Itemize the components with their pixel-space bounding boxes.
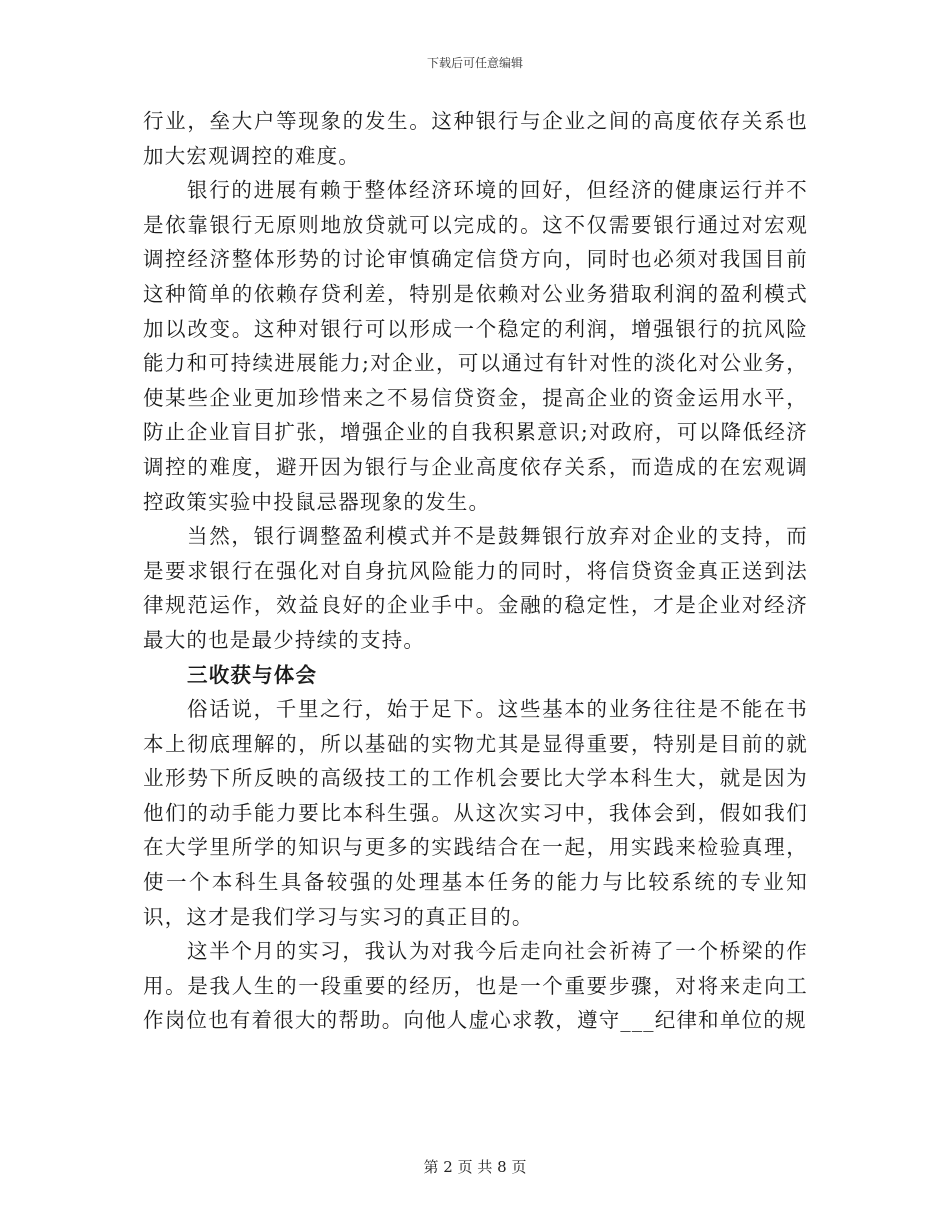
paragraph-1: 行业，垒大户等现象的发生。这种银行与企业之间的高度依存关系也加大宏观调控的难度。 [143,109,808,168]
paragraph-4: 俗话说，千里之行，始于足下。这些基本的业务往往是不能在书本上彻底理解的，所以基础的实物尤其是显得重要，特别是目前的就业形势下所反映的高级技工的工作机会要比大学本科生大，就是因为他们的动手能力要比本科生强。从这次实习中，我体会到，假如我们在大学里所学的知识与更多的实践结合在一起，用实践来检验真理，使一个本科生具备较强的处理基本任务的能力与比较系统的专业知识，这才是我们学习与实习的真正目的。 [143,697,808,929]
document-body [143,104,808,1038]
paragraph-3: 当然，银行调整盈利模式并不是鼓舞银行放弃对企业的支持，而是要求银行在强化对自身抗风险能力的同时，将信贷资金真正送到法律规范运作，效益良好的企业手中。金融的稳定性，才是企业对经济最大的也是最少持续的支持。 [143,524,808,652]
paragraph-2: 银行的进展有赖于整体经济环境的回好，但经济的健康运行并不是依靠银行无原则地放贷就可以完成的。这不仅需要银行通过对宏观调控经济整体形势的讨论审慎确定信贷方向，同时也必须对我国目前这种简单的依赖存贷利差，特别是依赖对公业务猎取利润的盈利模式加以改变。这种对银行可以形成一个稳定的利润，增强银行的抗风险能力和可持续进展能力;对企业，可以通过有针对性的淡化对公业务，使某些企业更加珍惜来之不易信贷资金，提高企业的资金运用水平，防止企业盲目扩张，增强企业的自我积累意识;对政府，可以降低经济调控的难度，避开因为银行与企业高度依存关系，而造成的在宏观调控政策实验中投鼠忌器现象的发生。 [143,178,808,514]
section-heading-harvest: 三收获与体会 [187,662,318,687]
page-header-note: 下载后可任意编辑 [426,56,523,70]
page-number: 第 2 页 共 8 页 [423,1158,527,1176]
paragraph-5: 这半个月的实习，我认为对我今后走向社会祈祷了一个桥梁的作用。是我人生的一段重要的经历，也是一个重要步骤，对将来走向工作岗位也有着很大的帮助。向他人虚心求教，遵守___纪律和单位的规 [143,939,808,1033]
